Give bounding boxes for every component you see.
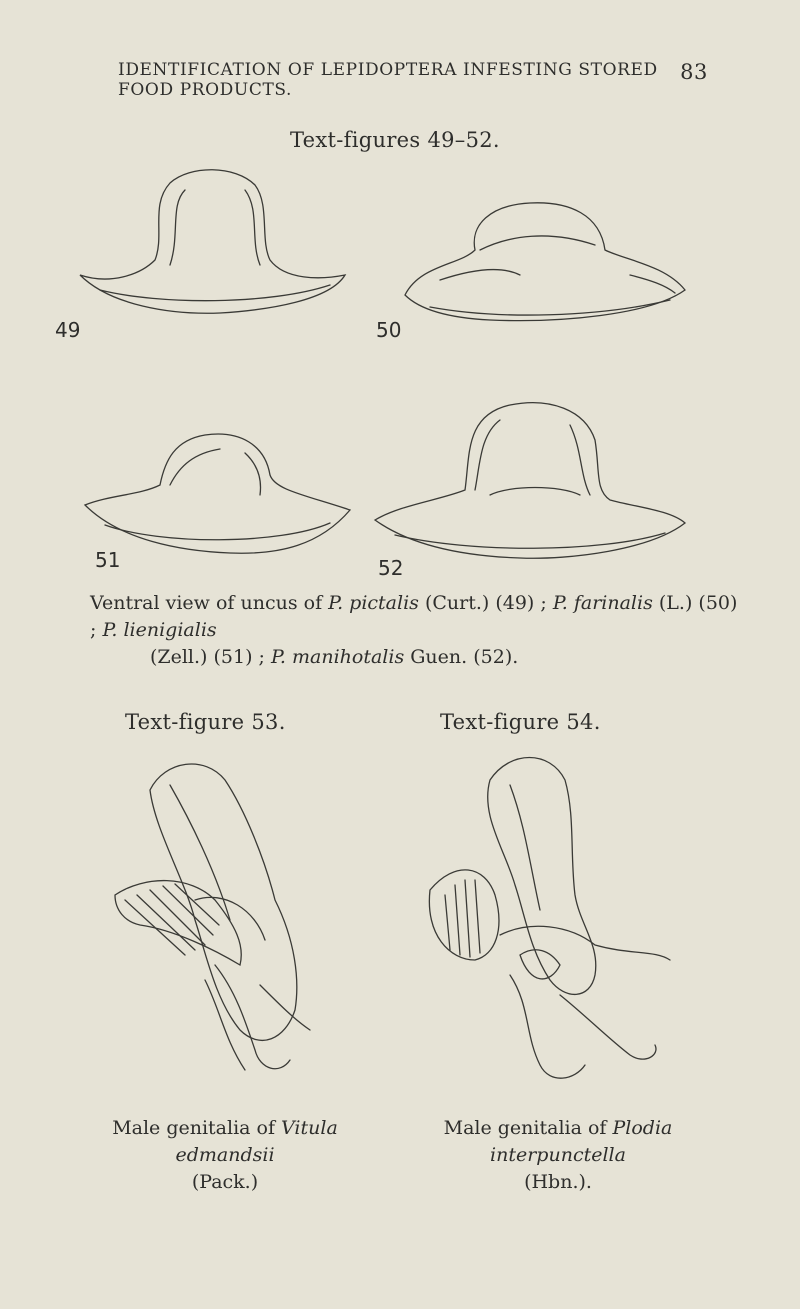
figures-49-52-title: Text-figures 49–52. [290,128,500,152]
figure-53-title: Text-figure 53. [125,710,286,734]
figures-49-52-caption [90,590,740,671]
figure-label-50: 50 [376,318,402,342]
caption-line-1 [80,1115,370,1169]
figure-54-caption [398,1115,718,1196]
figure-53-caption [80,1115,370,1196]
figure-54-genitalia [400,745,680,1090]
caption-text: (Curt.) (49) ; [418,592,553,614]
running-title: IDENTIFICATION OF LEPIDOPTERA INFESTING STORED FOOD PRODUCTS. [118,60,658,100]
figure-label-49: 49 [55,318,81,342]
caption-line-2: (Hbn.). [524,1171,592,1193]
species-name: Vitula edmandsii [175,1117,338,1166]
figure-52-uncus [370,395,690,570]
figure-label-52: 52 [378,556,404,580]
caption-text: (L.) (50) ; [90,592,738,641]
caption-line-2: (Pack.) [191,1171,259,1193]
figure-50-uncus [400,195,700,335]
species-name: P. pictalis [328,592,419,614]
figure-51-uncus [80,415,360,565]
caption-text: Ventral view of uncus of [90,592,329,614]
running-header [118,60,708,100]
caption-line-1 [90,590,740,644]
caption-text: Guen. (52). [404,646,519,668]
species-name: P. farinalis [552,592,653,614]
species-name: Plodia interpunctella [490,1117,673,1166]
species-name: P. lienigialis [102,619,217,641]
caption-line-2 [90,644,740,671]
caption-line-1 [398,1115,718,1169]
figure-53-genitalia [95,750,335,1090]
caption-text: Male genitalia of [443,1117,613,1139]
caption-text: (Zell.) (51) ; [150,646,271,668]
caption-text: Male genitalia of [112,1117,282,1139]
figure-54-title: Text-figure 54. [440,710,601,734]
page-number: 83 [680,60,708,84]
figure-label-51: 51 [95,548,121,572]
species-name: P. manihotalis [271,646,405,668]
figure-49-uncus [70,165,360,325]
